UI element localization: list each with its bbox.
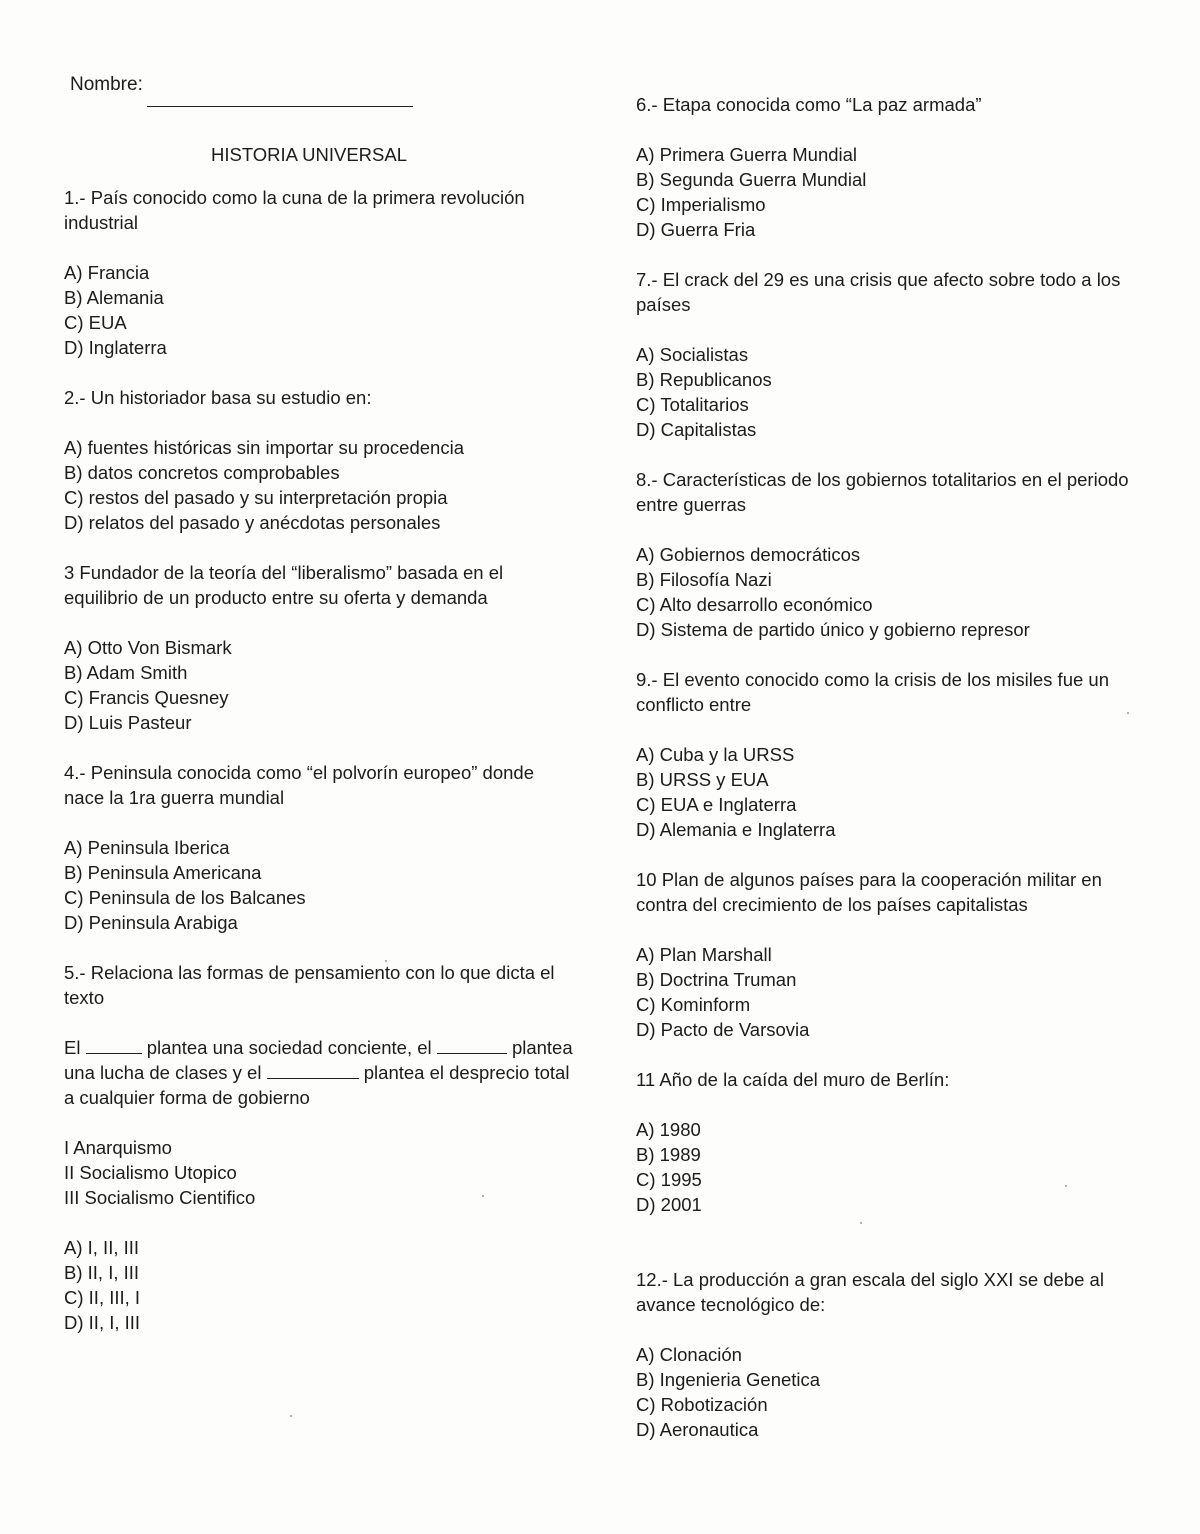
option-b: B) Alemania [64,287,164,308]
option-c: C) EUA [64,312,127,333]
option-c: C) Robotización [636,1394,768,1415]
scan-speck [860,1222,862,1224]
question-4 [64,760,574,935]
question-prompt: 7.- El crack del 29 es una crisis que afecto sobre todo a los países [636,269,1121,315]
question-prompt: 4.- Peninsula conocida como “el polvorín europeo” donde nace la 1ra guerra mundial [64,762,534,808]
option-c: C) II, III, I [64,1287,141,1308]
answer-options [636,542,1156,642]
option-a: A) Otto Von Bismark [64,637,232,658]
question-prompt: 10 Plan de algunos países para la cooperación militar en contra del crecimiento de los países capitalistas [636,869,1102,915]
option-b: B) II, I, III [64,1262,140,1283]
item-i: I Anarquismo [64,1137,172,1158]
question-12 [636,1267,1156,1442]
scan-speck [290,1415,292,1417]
question-7 [636,267,1156,442]
option-c: C) EUA e Inglaterra [636,794,797,815]
option-a: A) Francia [64,262,150,283]
blank-line-2 [437,1035,507,1054]
option-d: D) Aeronautica [636,1419,759,1440]
scan-speck [385,960,387,962]
answer-options [64,635,574,735]
option-c: C) 1995 [636,1169,702,1190]
answer-options [636,942,1156,1042]
sentence-part-4: plantea el desprecio total a cualquier forma de gobierno [64,1062,570,1108]
thought-forms-list [64,1135,574,1210]
left-column [64,72,574,1335]
option-d: D) Sistema de partido único y gobierno represor [636,619,1030,640]
option-b: B) datos concretos comprobables [64,462,340,483]
option-d: D) Guerra Fria [636,219,756,240]
answer-options [636,1117,1156,1217]
question-prompt: 5.- Relaciona las formas de pensamiento con lo que dicta el texto [64,962,555,1008]
question-prompt: 6.- Etapa conocida como “La paz armada” [636,94,982,115]
option-b: B) Adam Smith [64,662,188,683]
option-c: C) Alto desarrollo económico [636,594,873,615]
option-a: A) Gobiernos democráticos [636,544,861,565]
question-prompt: 3 Fundador de la teoría del “liberalismo” basada en el equilibrio de un producto entre su oferta y demanda [64,562,504,608]
option-d: D) relatos del pasado y anécdotas personales [64,512,441,533]
option-a: A) Plan Marshall [636,944,772,965]
option-b: B) Republicanos [636,369,772,390]
option-c: C) Totalitarios [636,394,749,415]
question-9 [636,667,1156,842]
name-label: Nombre: [70,74,143,95]
question-2 [64,385,574,535]
sentence-part-3: plantea una lucha de clases y el [64,1037,573,1083]
answer-options [64,260,574,360]
answer-options [636,342,1156,442]
question-1 [64,185,574,360]
item-iii: III Socialismo Cientifico [64,1187,256,1208]
scan-speck [482,1195,484,1197]
question-5 [64,960,574,1335]
option-b: B) Doctrina Truman [636,969,797,990]
question-prompt: 11 Año de la caída del muro de Berlín: [636,1069,950,1090]
answer-options [636,142,1156,242]
answer-options [636,1342,1156,1442]
question-10 [636,867,1156,1042]
question-prompt: 9.- El evento conocido como la crisis de los misiles fue un conflicto entre [636,669,1109,715]
option-d: D) Pacto de Varsovia [636,1019,810,1040]
option-b: B) Peninsula Americana [64,862,262,883]
fill-in-sentence [64,1035,574,1110]
question-6 [636,92,1156,242]
option-a: A) Socialistas [636,344,749,365]
sentence-part-2: plantea una sociedad conciente, el [146,1037,432,1058]
scan-speck [1127,712,1129,714]
option-d: D) Inglaterra [64,337,167,358]
option-d: D) II, I, III [64,1312,141,1333]
option-b: B) 1989 [636,1144,701,1165]
option-a: A) I, II, III [64,1237,140,1258]
page-title: HISTORIA UNIVERSAL [210,144,408,165]
option-c: C) Francis Quesney [64,687,229,708]
option-a: A) fuentes históricas sin importar su procedencia [64,437,464,458]
blank-line-1 [86,1035,142,1054]
option-d: D) Alemania e Inglaterra [636,819,836,840]
option-b: B) Ingenieria Genetica [636,1369,821,1390]
option-a: A) Peninsula Iberica [64,837,230,858]
blank-line-3 [267,1060,359,1079]
option-c: C) Peninsula de los Balcanes [64,887,306,908]
answer-options [636,742,1156,842]
right-column [636,92,1156,1442]
question-prompt: 1.- País conocido como la cuna de la primera revolución industrial [64,187,525,233]
question-3 [64,560,574,735]
answer-options [64,435,574,535]
sentence-part-1: El [64,1037,81,1058]
question-prompt: 12.- La producción a gran escala del siglo XXI se debe al avance tecnológico de: [636,1269,1104,1315]
option-a: A) Primera Guerra Mundial [636,144,858,165]
option-a: A) 1980 [636,1119,701,1140]
question-8 [636,467,1156,642]
question-11 [636,1067,1156,1217]
answer-options [64,1235,574,1335]
question-prompt: 8.- Características de los gobiernos totalitarios en el periodo entre guerras [636,469,1129,515]
answer-options [64,835,574,935]
name-blank-line [147,72,413,107]
option-d: D) 2001 [636,1194,702,1215]
option-d: D) Peninsula Arabiga [64,912,238,933]
option-c: C) Kominform [636,994,751,1015]
scan-speck [1065,1185,1067,1187]
option-c: C) restos del pasado y su interpretación propia [64,487,448,508]
option-d: D) Capitalistas [636,419,757,440]
option-a: A) Clonación [636,1344,742,1365]
option-b: B) Segunda Guerra Mundial [636,169,867,190]
item-ii: II Socialismo Utopico [64,1162,237,1183]
question-prompt: 2.- Un historiador basa su estudio en: [64,387,372,408]
option-c: C) Imperialismo [636,194,766,215]
option-b: B) Filosofía Nazi [636,569,772,590]
option-b: B) URSS y EUA [636,769,769,790]
option-a: A) Cuba y la URSS [636,744,795,765]
name-field [70,72,574,112]
option-d: D) Luis Pasteur [64,712,192,733]
